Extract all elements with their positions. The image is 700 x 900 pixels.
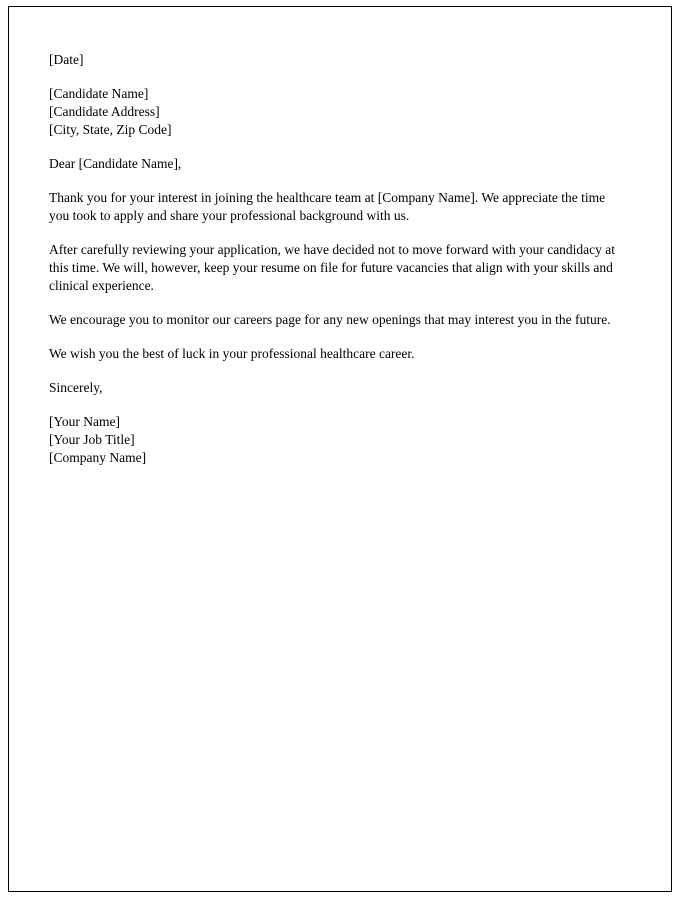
letter-page bbox=[8, 6, 672, 892]
signature-block bbox=[49, 413, 627, 467]
closing: Sincerely, bbox=[49, 380, 103, 395]
paragraph-best-wishes: We wish you the best of luck in your professional healthcare career. bbox=[49, 346, 415, 361]
letter-content bbox=[9, 7, 671, 467]
recipient-block bbox=[49, 85, 627, 139]
salutation: Dear [Candidate Name], bbox=[49, 156, 182, 171]
recipient-address: [Candidate Address] bbox=[49, 104, 160, 119]
recipient-name: [Candidate Name] bbox=[49, 86, 149, 101]
sender-company: [Company Name] bbox=[49, 450, 147, 465]
date-line: [Date] bbox=[49, 52, 84, 67]
paragraph-decision: After carefully reviewing your application, we have decided not to move forward with your candidacy at this time. We will, however, keep your resume on file for future vacancies that align with your skills and clinical experience. bbox=[49, 242, 616, 293]
sender-job-title: [Your Job Title] bbox=[49, 432, 135, 447]
paragraph-careers-page: We encourage you to monitor our careers page for any new openings that may interest you in the future. bbox=[49, 312, 611, 327]
recipient-city-state-zip: [City, State, Zip Code] bbox=[49, 122, 172, 137]
sender-name: [Your Name] bbox=[49, 414, 120, 429]
paragraph-thank-you: Thank you for your interest in joining the healthcare team at [Company Name]. We appreciate the time you took to apply and share your professional background with us. bbox=[49, 190, 606, 223]
